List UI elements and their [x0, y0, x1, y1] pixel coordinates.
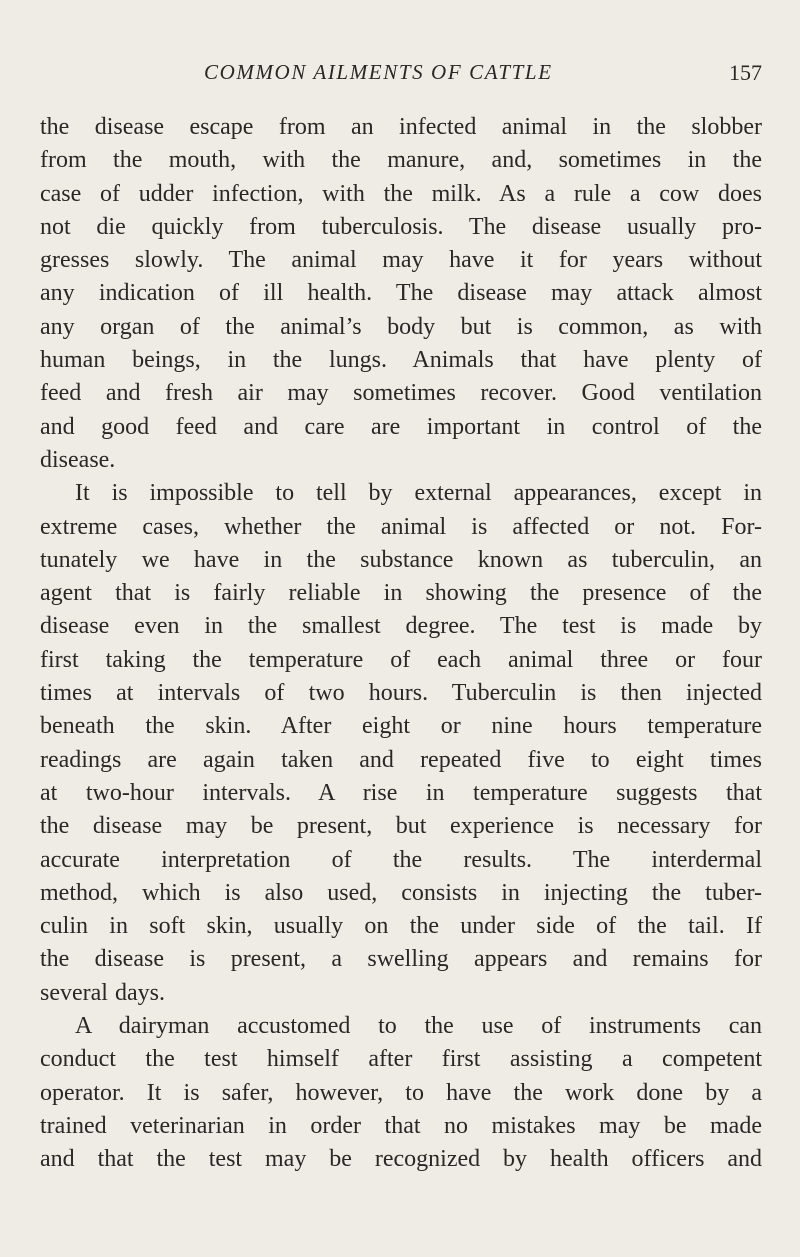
text-line: the disease is present, a swelling appears and remains for [40, 946, 762, 973]
text-line: any indication of ill health. The disease may attack almost [40, 280, 762, 307]
text-line: agent that is fairly reliable in showing the presence of the [40, 580, 762, 607]
text-line: times at intervals of two hours. Tuberculin is then injected [40, 680, 762, 707]
paragraph [40, 1010, 762, 1176]
page-number: 157 [729, 60, 762, 85]
text-line: several days. [40, 979, 165, 1006]
running-head [0, 60, 800, 92]
text-line: not die quickly from tuberculosis. The disease usually pro- [40, 213, 762, 240]
text-line: readings are again taken and repeated five to eight times [40, 746, 762, 773]
text-line: culin in soft skin, usually on the under side of the tail. If [40, 913, 762, 940]
text-line: from the mouth, with the manure, and, sometimes in the [40, 147, 762, 174]
text-line: trained veterinarian in order that no mistakes may be made [40, 1112, 762, 1139]
text-line: and that the test may be recognized by health officers and [40, 1146, 762, 1173]
text-line: method, which is also used, consists in injecting the tuber- [40, 879, 762, 906]
text-line: human beings, in the lungs. Animals that have plenty of [40, 347, 762, 374]
paragraph [40, 111, 762, 477]
text-line: A dairyman accustomed to the use of instruments can [75, 1013, 762, 1040]
text-line: and good feed and care are important in control of the [40, 413, 762, 440]
paragraph [40, 477, 762, 1010]
text-line: operator. It is safer, however, to have the work done by a [40, 1079, 762, 1106]
text-line: at two-hour intervals. A rise in temperature suggests that [40, 779, 762, 806]
text-line: tunately we have in the substance known as tuberculin, an [40, 546, 762, 573]
text-line: conduct the test himself after first assisting a competent [40, 1046, 762, 1073]
text-line: case of udder infection, with the milk. As a rule a cow does [40, 180, 762, 207]
text-line: extreme cases, whether the animal is affected or not. For- [40, 513, 762, 540]
text-line: It is impossible to tell by external appearances, except in [75, 480, 762, 507]
body-text [40, 111, 762, 1177]
text-line: beneath the skin. After eight or nine hours temperature [40, 713, 762, 740]
text-line: feed and fresh air may sometimes recover. Good ventilation [40, 380, 762, 407]
text-line: disease even in the smallest degree. The test is made by [40, 613, 762, 640]
running-title: COMMON AILMENTS OF CATTLE [204, 60, 553, 84]
text-line: first taking the temperature of each animal three or four [40, 646, 762, 673]
text-line: the disease escape from an infected animal in the slobber [40, 114, 762, 140]
text-line: accurate interpretation of the results. The interdermal [40, 846, 762, 873]
text-line: disease. [40, 446, 116, 473]
text-line: the disease may be present, but experience is necessary for [40, 813, 762, 840]
text-line: gresses slowly. The animal may have it for years without [40, 247, 762, 274]
text-line: any organ of the animal’s body but is common, as with [40, 313, 762, 340]
